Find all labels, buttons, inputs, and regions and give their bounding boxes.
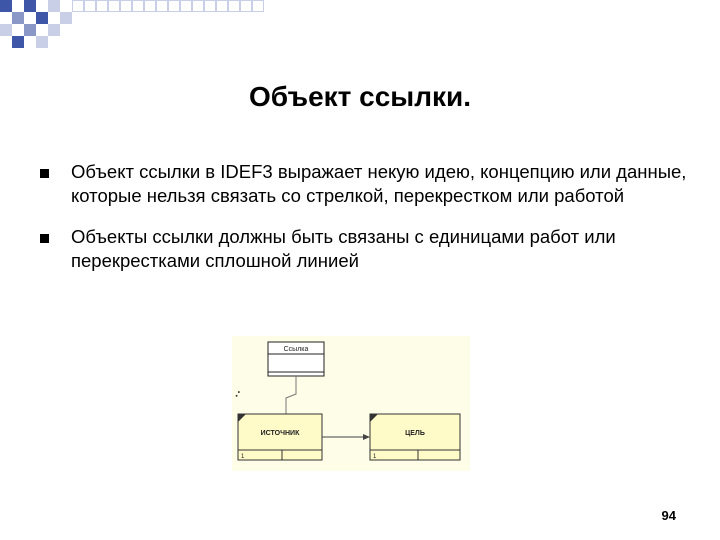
decor-outline-square	[204, 0, 216, 12]
source-unit-number: 1	[241, 454, 245, 460]
reference-object	[268, 342, 324, 376]
decor-outline-square	[228, 0, 240, 12]
decor-outline-square	[240, 0, 252, 12]
decor-square	[24, 24, 36, 36]
decor-outline-square	[156, 0, 168, 12]
decor-outline-square	[180, 0, 192, 12]
decor-outline-square	[192, 0, 204, 12]
decorative-square-pattern	[0, 0, 720, 48]
target-unit-box	[370, 414, 460, 460]
decor-outline-square	[216, 0, 228, 12]
reference-label: Ссылка	[283, 346, 309, 353]
target-unit-number: 1	[373, 454, 377, 460]
target-unit-label: ЦЕЛЬ	[405, 430, 425, 437]
decor-outline-square	[84, 0, 96, 12]
decor-outline-square	[120, 0, 132, 12]
idef3-reference-diagram	[232, 336, 470, 471]
decor-square	[24, 0, 36, 12]
decor-square	[0, 0, 12, 12]
square-bullet-icon	[40, 169, 49, 178]
decor-outline-square	[144, 0, 156, 12]
slide-title: Объект ссылки.	[248, 81, 472, 112]
decor-outline-square	[132, 0, 144, 12]
decor-square	[12, 36, 24, 48]
source-unit-label: ИСТОЧНИК	[260, 430, 300, 437]
bullet-list	[40, 160, 690, 290]
bullet-text: Объект ссылки в IDEF3 выражает некую идею, концепцию или данные, которые нельзя связать со стрелкой, перекрестком или работой	[71, 161, 687, 206]
decor-square	[48, 24, 60, 36]
square-bullet-icon	[40, 234, 49, 243]
decor-outline-square	[72, 0, 84, 12]
decor-square	[60, 12, 72, 24]
bullet-text: Объекты ссылки должны быть связаны с единицами работ или перекрестками сплошной линией	[71, 226, 616, 271]
decor-square	[12, 12, 24, 24]
bullet-item	[40, 225, 690, 273]
decor-outline-square	[168, 0, 180, 12]
decor-square	[36, 12, 48, 24]
decor-square	[36, 36, 48, 48]
svg-text:• •: • •	[233, 389, 244, 399]
bullet-item	[40, 160, 690, 208]
decor-outline-square	[252, 0, 264, 12]
diagram-canvas	[232, 336, 470, 471]
decor-square	[0, 24, 12, 36]
decor-square	[48, 0, 60, 12]
page-number: 94	[661, 508, 676, 523]
decor-outline-square	[96, 0, 108, 12]
source-unit-box	[238, 414, 322, 460]
decor-outline-square	[108, 0, 120, 12]
